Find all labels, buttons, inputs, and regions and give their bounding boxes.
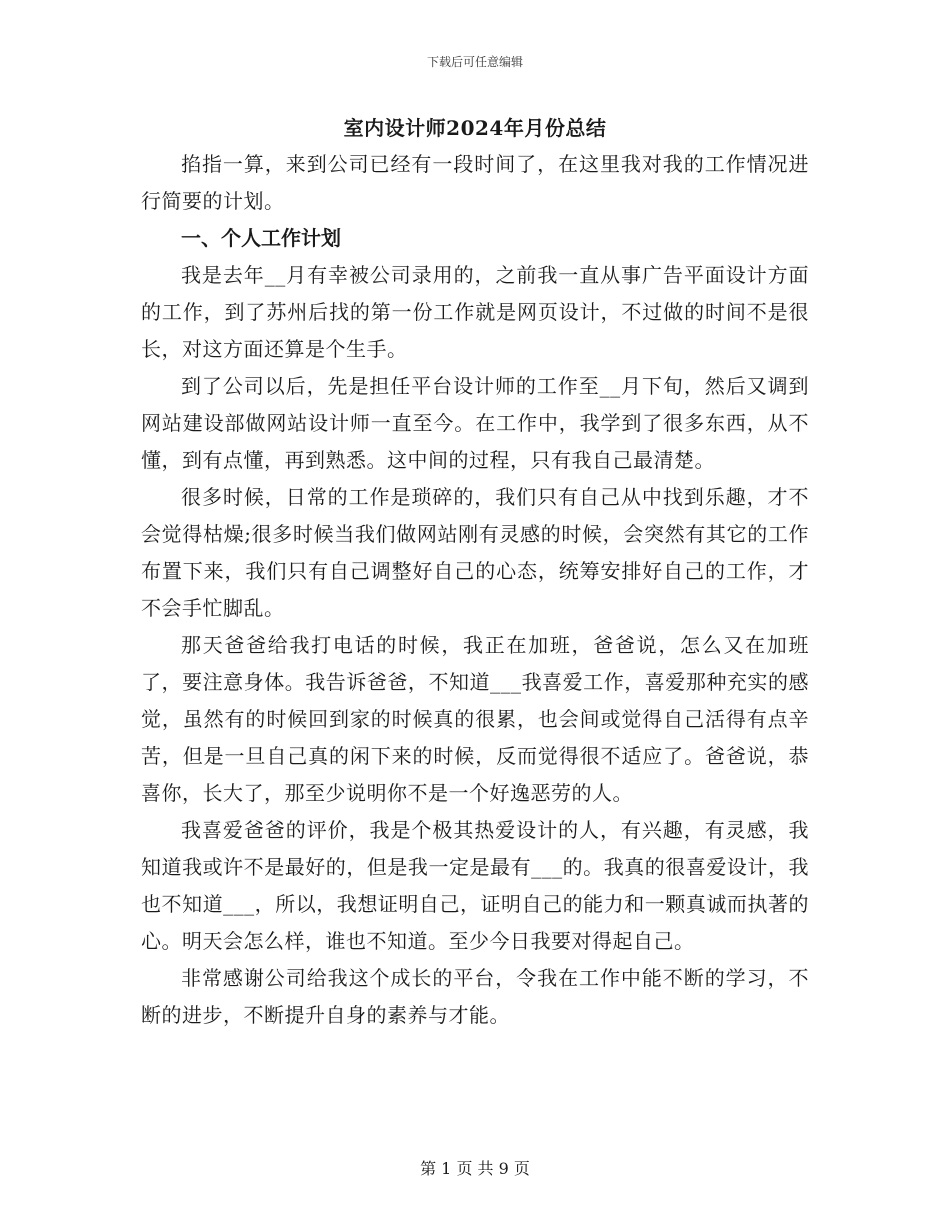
section-heading: 一、个人工作计划 — [181, 226, 341, 250]
paragraph: 那天爸爸给我打电话的时候，我正在加班，爸爸说，怎么又在加班了，要注意身体。我告诉爸爸，不知道___我喜爱工作，喜爱那种充实的感觉，虽然有的时候回到家的时候真的很累，也会间或觉得自己活得有点辛苦，但是一旦自己真的闲下来的时候，反而觉得很不适应了。爸爸说，恭喜你，长大了，那至少说明你不是一个好逸恶劳的人。 — [141, 633, 809, 805]
page-number: 第 1 页 共 9 页 — [420, 1159, 530, 1178]
header-note: 下载后可任意编辑 — [426, 55, 523, 69]
paragraph: 我是去年__月有幸被公司录用的，之前我一直从事广告平面设计方面的工作，到了苏州后找的第一份工作就是网页设计，不过做的时间不是很长，对这方面还算是个生手。 — [141, 263, 809, 361]
paragraph: 很多时候，日常的工作是琐碎的，我们只有自己从中找到乐趣，才不会觉得枯燥;很多时候当我们做网站刚有灵感的时候，会突然有其它的工作布置下来，我们只有自己调整好自己的心态，统筹安排好自己的工作，才不会手忙脚乱。 — [141, 485, 809, 620]
document-title: 室内设计师2024年月份总结 — [343, 116, 607, 140]
intro-paragraph: 掐指一算，来到公司已经有一段时间了，在这里我对我的工作情况进行简要的计划。 — [141, 152, 809, 213]
paragraph: 到了公司以后，先是担任平台设计师的工作至__月下旬，然后又调到网站建设部做网站设计师一直至今。在工作中，我学到了很多东西，从不懂，到有点懂，再到熟悉。这中间的过程，只有我自己最清楚。 — [141, 374, 809, 472]
paragraph: 非常感谢公司给我这个成长的平台，令我在工作中能不断的学习，不断的进步，不断提升自身的素养与才能。 — [141, 966, 809, 1027]
document-body — [141, 112, 809, 1034]
paragraph: 我喜爱爸爸的评价，我是个极其热爱设计的人，有兴趣，有灵感，我知道我或许不是最好的，但是我一定是最有___的。我真的很喜爱设计，我也不知道___，所以，我想证明自己，证明自己的能力和一颗真诚而执著的心。明天会怎么样，谁也不知道。至少今日我要对得起自己。 — [141, 818, 809, 953]
